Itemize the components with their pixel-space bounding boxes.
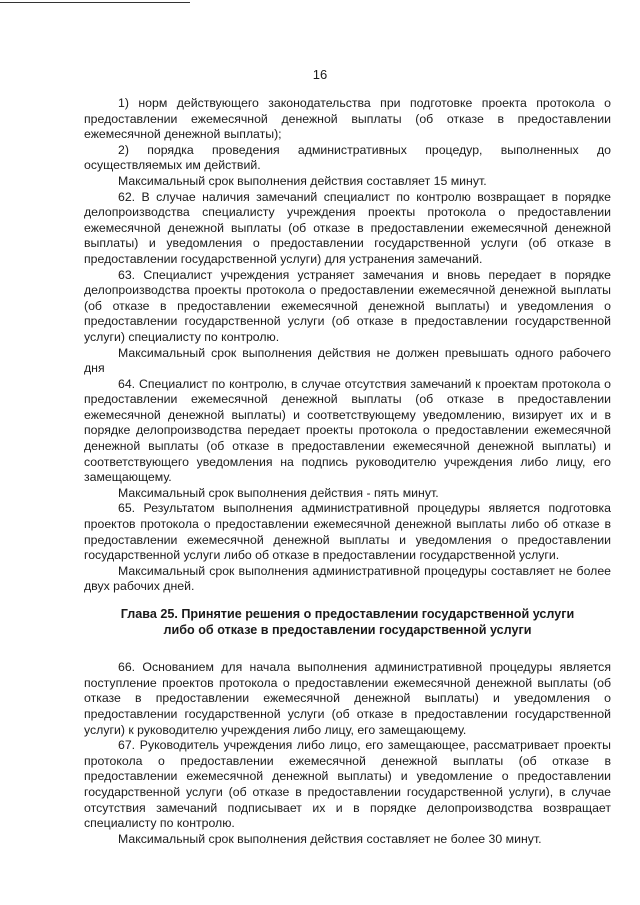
paragraph-norms: 1) норм действующего законодательства при подготовке проекта протокола о предоставлении ежемесячной денежной выплаты (об отказе в предоставлении ежемесячной денежной выплаты); — [84, 96, 611, 142]
paragraph-62: 62. В случае наличия замечаний специалист по контролю возвращает в порядке делопроизводства специалисту учреждения проекты протокола о предоставлении ежемесячной денежной выплаты (об отказе в предоставлении ежемесячной денежной выплаты) и уведомления о предоставлении государственной услуги (об отказе в предоставлении государственной услуги) для устранения замечаний. — [84, 189, 611, 266]
paragraph-time-limit-one-day: Максимальный срок выполнения действия не должен превышать одного рабочего дня — [84, 345, 611, 376]
chapter-title-line-2: либо об отказе в предоставлении государственной услуги — [163, 622, 532, 637]
document-body — [84, 96, 611, 847]
paragraph-time-limit-30min: Максимальный срок выполнения действия составляет не более 30 минут. — [118, 831, 542, 846]
paragraph-67: 67. Руководитель учреждения либо лицо, его замещающее, рассматривает проекты протокола о предоставлении ежемесячной денежной выплаты (об отказе в предоставлении ежемесячной денежной выплаты) и уведомление о предоставлении государственной услуги (об отказе в предоставлении государственной услуги), в случае отсутствия замечаний подписывает их и в порядке делопроизводства возвращает специалисту по контролю. — [84, 738, 611, 831]
paragraph-64: 64. Специалист по контролю, в случае отсутствия замечаний к проектам протокола о предоставлении ежемесячной денежной выплаты (об отказе в предоставлении ежемесячной денежной выплаты) и соответствующему уведомлению, визирует их и в порядке делопроизводства передает проекты протокола о предоставлении ежемесячной денежной выплаты (об отказе в предоставлении ежемесячной денежной выплаты) и соответствующего уведомления на подпись руководителю учреждения либо лицу, его замещающему. — [84, 376, 611, 485]
page-number: 16 — [312, 67, 328, 82]
paragraph-time-limit-two-days: Максимальный срок выполнения административной процедуры составляет не более двух рабочих дней. — [84, 563, 611, 594]
top-rule — [0, 2, 190, 3]
paragraph-66: 66. Основанием для начала выполнения административной процедуры является поступление проектов протокола о предоставлении ежемесячной денежной выплаты (об отказе в предоставлении ежемесячной денежной выплаты) и уведомления о предоставлении государственной услуги (об отказе в предоставлении государственной услуги) к руководителю учреждения либо лицу, его замещающему. — [84, 660, 611, 737]
paragraph-time-limit-15min: Максимальный срок выполнения действия составляет 15 минут. — [118, 173, 487, 188]
chapter-title-line-1: Глава 25. Принятие решения о предоставлении государственной услуги — [120, 607, 575, 621]
paragraph-63: 63. Специалист учреждения устраняет замечания и вновь передает в порядке делопроизводства проекты протокола о предоставлении ежемесячной денежной выплаты (об отказе в предоставлении ежемесячной денежной выплаты) и уведомления о предоставлении государственной услуги (об отказе в предоставлении государственной услуги) специалисту по контролю. — [84, 267, 611, 344]
paragraph-procedures: 2) порядка проведения административных процедур, выполненных до осуществляемых им действий. — [84, 142, 611, 173]
chapter-title — [84, 607, 611, 638]
paragraph-65: 65. Результатом выполнения административной процедуры является подготовка проектов протокола о предоставлении ежемесячной денежной выплаты либо об отказе в предоставлении ежемесячной денежной выплаты и уведомления о предоставлении государственной услуги либо об отказе в предоставлении государственной услуги. — [84, 501, 611, 563]
paragraph-time-limit-five-min: Максимальный срок выполнения действия - пять минут. — [118, 485, 439, 500]
